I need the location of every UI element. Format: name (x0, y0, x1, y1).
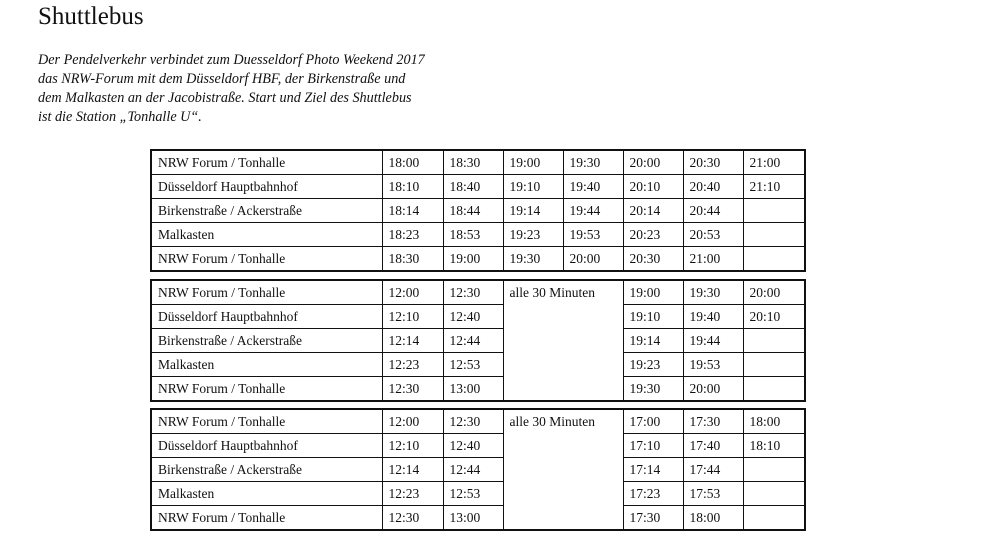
time-cell: 12:53 (443, 482, 503, 506)
stop-name: Düsseldorf Hauptbahnhof (151, 305, 382, 329)
time-cell: 18:00 (382, 150, 443, 175)
time-cell: 12:30 (443, 280, 503, 305)
schedule-table-1 (150, 149, 806, 272)
time-cell: 17:00 (623, 409, 683, 434)
stop-name: NRW Forum / Tonhalle (151, 409, 382, 434)
time-cell: 12:14 (382, 329, 443, 353)
time-cell: 19:14 (623, 329, 683, 353)
time-cell: 12:23 (382, 353, 443, 377)
time-cell: 17:14 (623, 458, 683, 482)
time-cell (743, 377, 805, 402)
intro-line: dem Malkasten an der Jacobistraße. Start und Ziel des Shuttlebus (38, 90, 412, 106)
time-cell: 20:00 (683, 377, 743, 402)
time-cell: 17:23 (623, 482, 683, 506)
time-cell: 19:10 (623, 305, 683, 329)
time-cell: 17:10 (623, 434, 683, 458)
interval-note: alle 30 Minuten (503, 409, 623, 530)
stop-name: NRW Forum / Tonhalle (151, 247, 382, 272)
stop-name: NRW Forum / Tonhalle (151, 377, 382, 402)
time-cell (743, 199, 805, 223)
time-cell (743, 482, 805, 506)
time-cell: 12:30 (443, 409, 503, 434)
intro-line: ist die Station „Tonhalle U“. (38, 109, 202, 125)
table-row (151, 409, 805, 434)
time-cell: 20:53 (683, 223, 743, 247)
table-row (151, 280, 805, 305)
stop-name: Birkenstraße / Ackerstraße (151, 458, 382, 482)
time-cell: 12:14 (382, 458, 443, 482)
time-cell: 18:14 (382, 199, 443, 223)
time-cell: 21:10 (743, 175, 805, 199)
time-cell: 18:00 (683, 506, 743, 531)
time-cell: 19:10 (503, 175, 563, 199)
time-cell: 12:00 (382, 280, 443, 305)
page-title: Shuttlebus (38, 3, 144, 30)
time-cell: 18:53 (443, 223, 503, 247)
time-cell: 19:30 (563, 150, 623, 175)
time-cell: 20:14 (623, 199, 683, 223)
table-row (151, 434, 805, 458)
time-cell: 12:53 (443, 353, 503, 377)
stop-name: Birkenstraße / Ackerstraße (151, 199, 382, 223)
time-cell (743, 458, 805, 482)
time-cell: 20:00 (623, 150, 683, 175)
time-cell: 18:30 (382, 247, 443, 272)
time-cell: 12:00 (382, 409, 443, 434)
schedule-table-2 (150, 279, 806, 402)
stop-name: NRW Forum / Tonhalle (151, 506, 382, 531)
stop-name: NRW Forum / Tonhalle (151, 150, 382, 175)
intro-line: Der Pendelverkehr verbindet zum Duesseldorf Photo Weekend 2017 (38, 52, 425, 68)
table-row (151, 482, 805, 506)
time-cell: 19:40 (683, 305, 743, 329)
time-cell: 13:00 (443, 377, 503, 402)
table-row (151, 175, 805, 199)
time-cell: 19:44 (683, 329, 743, 353)
table-row (151, 458, 805, 482)
time-cell: 20:10 (623, 175, 683, 199)
table-row (151, 223, 805, 247)
time-cell: 12:23 (382, 482, 443, 506)
time-cell: 17:30 (623, 506, 683, 531)
time-cell: 12:10 (382, 305, 443, 329)
time-cell: 18:23 (382, 223, 443, 247)
time-cell: 17:40 (683, 434, 743, 458)
time-cell: 19:14 (503, 199, 563, 223)
stop-name: NRW Forum / Tonhalle (151, 280, 382, 305)
time-cell: 19:40 (563, 175, 623, 199)
time-cell: 20:44 (683, 199, 743, 223)
time-cell: 20:30 (683, 150, 743, 175)
time-cell: 19:30 (623, 377, 683, 402)
time-cell: 18:10 (382, 175, 443, 199)
time-cell: 21:00 (743, 150, 805, 175)
table-row (151, 199, 805, 223)
time-cell: 17:30 (683, 409, 743, 434)
time-cell: 18:40 (443, 175, 503, 199)
time-cell: 18:30 (443, 150, 503, 175)
time-cell: 20:40 (683, 175, 743, 199)
time-cell (743, 353, 805, 377)
time-cell: 20:10 (743, 305, 805, 329)
table-row (151, 247, 805, 272)
time-cell: 12:10 (382, 434, 443, 458)
time-cell: 12:40 (443, 434, 503, 458)
table-row (151, 305, 805, 329)
stop-name: Birkenstraße / Ackerstraße (151, 329, 382, 353)
table-row (151, 377, 805, 402)
time-cell: 12:40 (443, 305, 503, 329)
time-cell: 19:23 (623, 353, 683, 377)
table-row (151, 506, 805, 531)
schedule-table-3 (150, 408, 806, 531)
time-cell: 19:00 (443, 247, 503, 272)
time-cell: 17:44 (683, 458, 743, 482)
interval-note: alle 30 Minuten (503, 280, 623, 401)
time-cell: 20:00 (743, 280, 805, 305)
stop-name: Malkasten (151, 223, 382, 247)
time-cell: 19:00 (623, 280, 683, 305)
time-cell: 12:44 (443, 329, 503, 353)
time-cell: 21:00 (683, 247, 743, 272)
table-row (151, 150, 805, 175)
time-cell (743, 247, 805, 272)
time-cell: 18:10 (743, 434, 805, 458)
time-cell: 18:00 (743, 409, 805, 434)
table-row (151, 329, 805, 353)
time-cell: 20:30 (623, 247, 683, 272)
time-cell: 12:44 (443, 458, 503, 482)
stop-name: Malkasten (151, 482, 382, 506)
time-cell: 19:30 (683, 280, 743, 305)
table-row (151, 353, 805, 377)
time-cell: 20:00 (563, 247, 623, 272)
intro-paragraph (38, 51, 508, 127)
time-cell: 19:23 (503, 223, 563, 247)
time-cell: 13:00 (443, 506, 503, 531)
stop-name: Malkasten (151, 353, 382, 377)
stop-name: Düsseldorf Hauptbahnhof (151, 175, 382, 199)
stop-name: Düsseldorf Hauptbahnhof (151, 434, 382, 458)
time-cell: 19:53 (563, 223, 623, 247)
time-cell: 20:23 (623, 223, 683, 247)
time-cell: 19:30 (503, 247, 563, 272)
time-cell (743, 223, 805, 247)
intro-line: das NRW-Forum mit dem Düsseldorf HBF, der Birkenstraße und (38, 71, 406, 87)
time-cell: 17:53 (683, 482, 743, 506)
time-cell: 19:44 (563, 199, 623, 223)
time-cell: 18:44 (443, 199, 503, 223)
time-cell: 12:30 (382, 506, 443, 531)
time-cell: 19:00 (503, 150, 563, 175)
time-cell (743, 506, 805, 531)
time-cell: 19:53 (683, 353, 743, 377)
time-cell (743, 329, 805, 353)
time-cell: 12:30 (382, 377, 443, 402)
